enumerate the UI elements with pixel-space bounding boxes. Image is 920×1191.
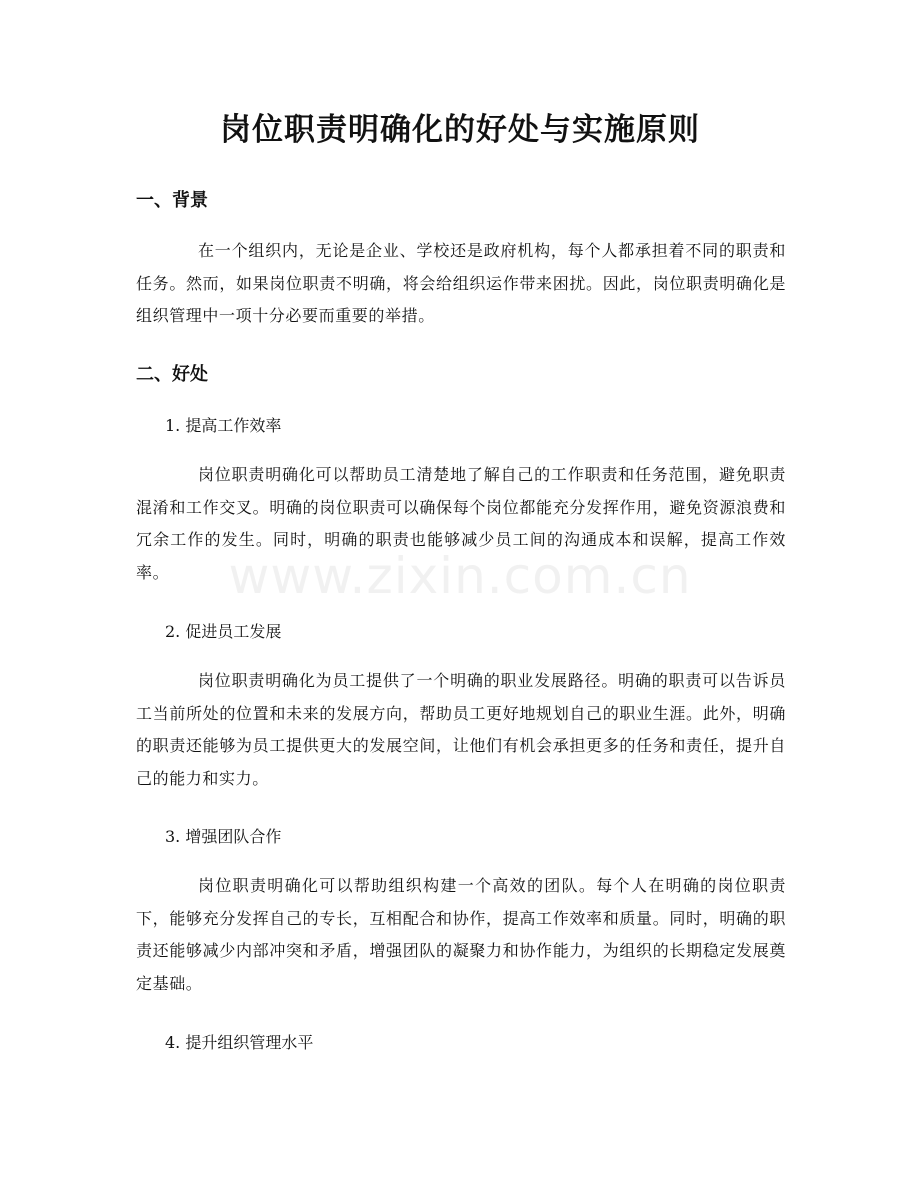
watermark: www.zixin.com.cn xyxy=(228,547,692,605)
background-paragraph: 在一个组织内，无论是企业、学校还是政府机构，每个人都承担着不同的职责和任务。然而，如果岗位职责不明确，将会给组织运作带来困扰。因此，岗位职责明确化是组织管理中一项十分必要而重要的举措。 xyxy=(136,241,786,325)
benefit-paragraph-1: 岗位职责明确化可以帮助员工清楚地了解自己的工作职责和任务范围，避免职责混淆和工作交叉。明确的岗位职责可以确保每个岗位都能充分发挥作用，避免资源浪费和冗余工作的发生。同时，明确的职责也能够减少员工间的沟通成本和误解，提高工作效率。 xyxy=(136,465,786,582)
benefit-paragraph-2: 岗位职责明确化为员工提供了一个明确的职业发展路径。明确的职责可以告诉员工当前所处的位置和未来的发展方向，帮助员工更好地规划自己的职业生涯。此外，明确的职责还能够为员工提供更大的发展空间，让他们有机会承担更多的任务和责任，提升自己的能力和实力。 xyxy=(136,671,786,788)
benefit-title-1: 1. 提高工作效率 xyxy=(165,416,282,435)
benefit-title-2: 2. 促进员工发展 xyxy=(165,622,282,641)
benefit-paragraph-3: 岗位职责明确化可以帮助组织构建一个高效的团队。每个人在明确的岗位职责下，能够充分发挥自己的专长，互相配合和协作，提高工作效率和质量。同时，明确的职责还能够减少内部冲突和矛盾，增强团队的凝聚力和协作能力，为组织的长期稳定发展奠定基础。 xyxy=(136,876,786,993)
benefit-title-3: 3. 增强团队合作 xyxy=(165,827,282,846)
section-heading-benefits: 二、好处 xyxy=(136,364,208,385)
benefit-title-4: 4. 提升组织管理水平 xyxy=(165,1033,314,1052)
document-title: 岗位职责明确化的好处与实施原则 xyxy=(220,112,700,148)
section-heading-background: 一、背景 xyxy=(136,190,208,211)
